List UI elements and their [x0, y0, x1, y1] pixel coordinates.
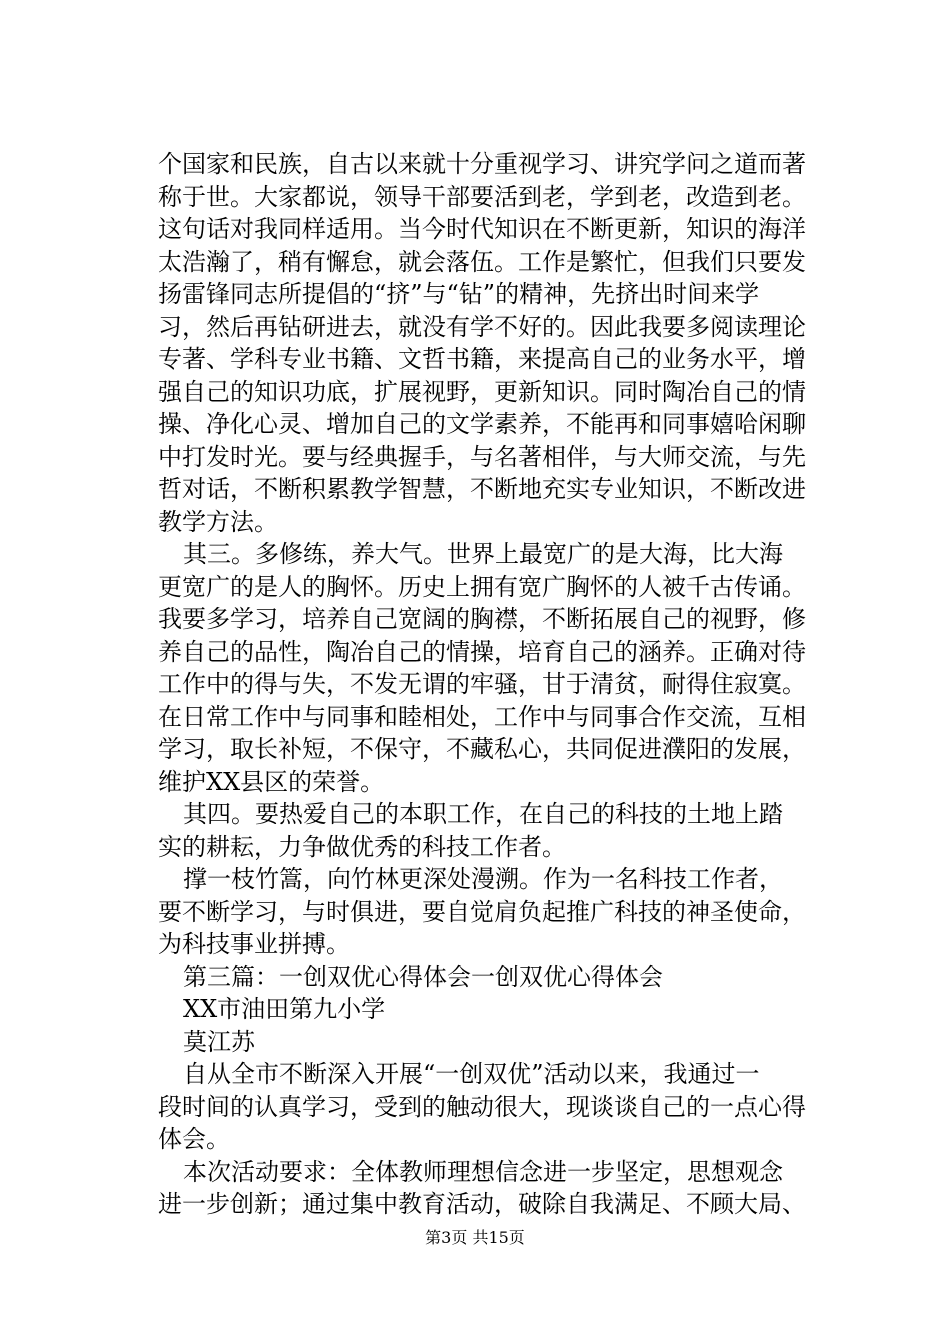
page-number-footer: 第3页 共15页 [425, 1228, 525, 1247]
text-line: 要不断学习，与时俱进，要自觉肩负起推广科技的神圣使命， [158, 897, 806, 926]
text-line: 扬雷锋同志所提倡的“挤”与“钻”的精神，先挤出时间来学 [158, 280, 760, 308]
text-line: 养自己的品性，陶冶自己的情操，培育自己的涵养。正确对待 [158, 637, 806, 666]
text-line: 工作中的得与失，不发无谓的牢骚，甘于清贫，耐得住寂寞。 [158, 670, 806, 698]
text-line: 在日常工作中与同事和睦相处，工作中与同事合作交流，互相 [158, 702, 806, 731]
text-line: 哲对话，不断积累教学智慧，不断地充实专业知识，不断改进 [158, 475, 806, 503]
paragraph-start-line: 撑一枝竹篙，向竹林更深处漫溯。作为一名科技工作者， [183, 865, 783, 893]
school-name: XX市油田第九小学 [183, 995, 386, 1023]
text-line: 教学方法。 [158, 507, 278, 536]
text-line: 我要多学习，培养自己宽阔的胸襟，不断拓展自己的视野，修 [158, 605, 806, 633]
text-line: 学习，取长补短，不保守，不藏私心，共同促进濮阳的发展， [158, 735, 806, 763]
text-line: 习，然后再钻研进去，就没有学不好的。因此我要多阅读理论 [158, 312, 806, 341]
author-name: 莫江苏 [183, 1027, 255, 1056]
text-line: 更宽广的是人的胸怀。历史上拥有宽广胸怀的人被千古传诵。 [158, 572, 806, 601]
paragraph-start-line: 本次活动要求：全体教师理想信念进一步坚定，思想观念 [183, 1157, 783, 1186]
text-line: 段时间的认真学习，受到的触动很大，现谈谈自己的一点心得 [158, 1092, 806, 1121]
text-line: 称于世。大家都说，领导干部要活到老，学到老，改造到老。 [158, 182, 806, 211]
text-line: 太浩瀚了，稍有懈怠，就会落伍。工作是繁忙，但我们只要发 [158, 247, 806, 276]
text-line: 这句话对我同样适用。当今时代知识在不断更新，知识的海洋 [158, 215, 806, 243]
paragraph-start-line: 自从全市不断深入开展“一创双优”活动以来，我通过一 [183, 1060, 760, 1088]
paragraph-start-line: 其三。多修练，养大气。世界上最宽广的是大海，比大海 [183, 540, 783, 568]
text-line: 进一步创新；通过集中教育活动，破除自我满足、不顾大局、 [158, 1190, 806, 1218]
text-line: 为科技事业拼搏。 [158, 930, 350, 958]
text-line: 维护XX县区的荣誉。 [158, 767, 385, 796]
text-line: 专著、学科专业书籍、文哲书籍，来提高自己的业务水平，增 [158, 345, 806, 373]
text-line: 强自己的知识功底，扩展视野，更新知识。同时陶冶自己的情 [158, 377, 806, 406]
section-heading: 第三篇：一创双优心得体会一创双优心得体会 [183, 962, 663, 991]
text-line: 操、净化心灵、增加自己的文学素养，不能再和同事嬉哈闲聊 [158, 410, 806, 438]
text-line: 体会。 [158, 1125, 230, 1153]
text-line: 实的耕耘，力争做优秀的科技工作者。 [158, 832, 566, 861]
text-line: 个国家和民族，自古以来就十分重视学习、讲究学问之道而著 [158, 150, 806, 178]
document-body [158, 148, 838, 1221]
paragraph-start-line: 其四。要热爱自己的本职工作，在自己的科技的土地上踏 [183, 800, 783, 828]
text-line: 中打发时光。要与经典握手，与名著相伴，与大师交流，与先 [158, 442, 806, 471]
